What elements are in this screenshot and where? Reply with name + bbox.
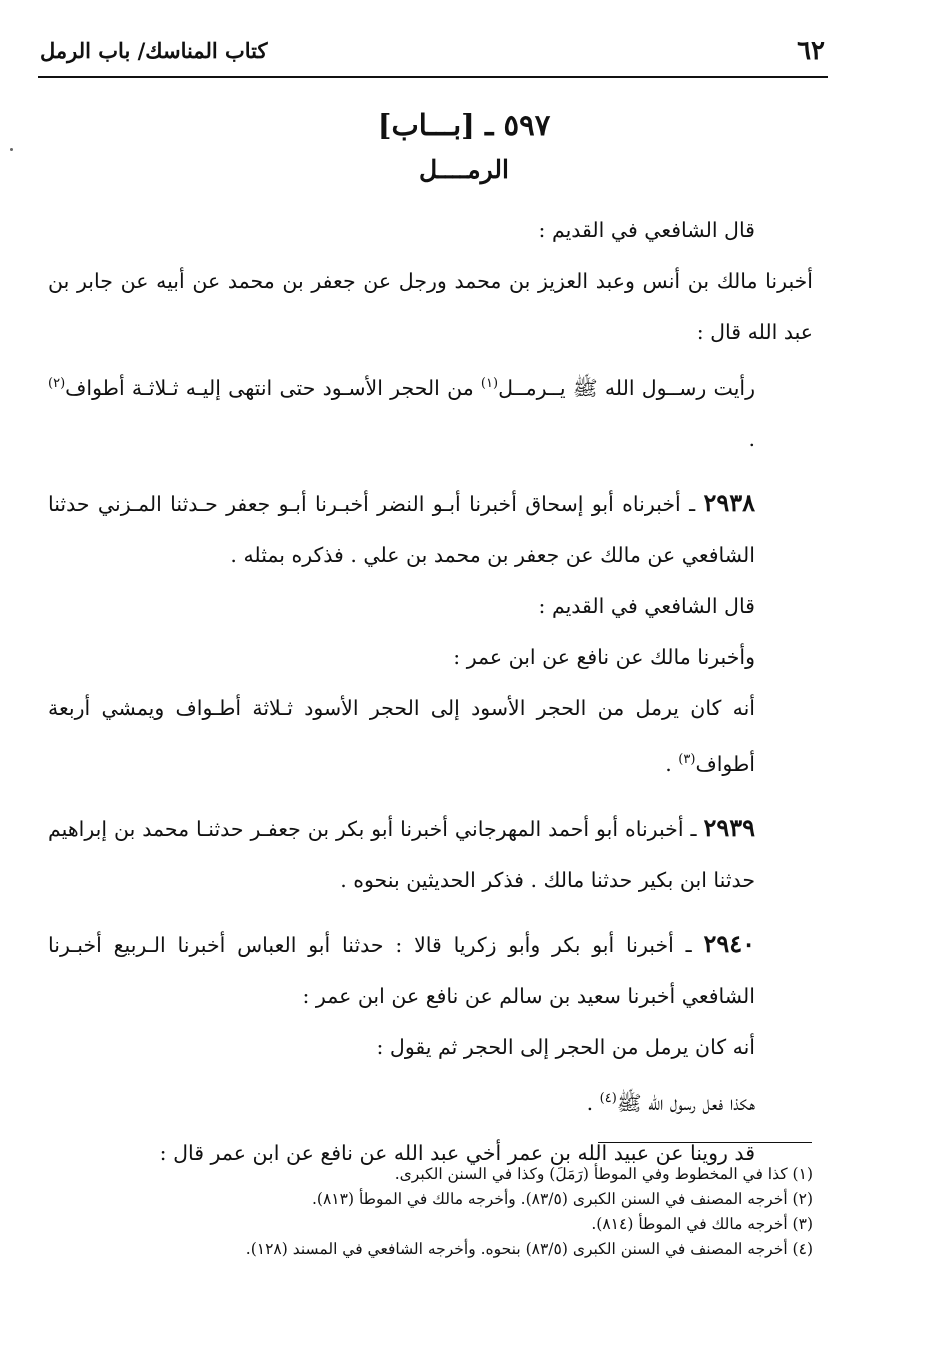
- main-text: [48, 205, 813, 1179]
- paragraph-isnad-2: وأخبرنا مالك عن نافع عن ابن عمر :: [453, 644, 755, 669]
- paragraph-matn-2: [48, 683, 813, 790]
- footnote-ref-1: (١): [480, 376, 499, 391]
- chapter-subtitle: الرمــــل: [419, 155, 509, 184]
- hadith-number-2938: ٢٩٣٨: [703, 487, 755, 517]
- footnote-ref-3: (٣): [678, 751, 696, 767]
- hadith-2938-text: ـ أخبرناه أبو إسحاق أخبرنا أبـو النضر أخبـرنا أبـو جعفر حـدثنا المـزني حدثنا الشافعي عن مالك عن جعفر بن محمد بن علي . فذكره بمثله .: [48, 491, 755, 567]
- hadith-2938: [48, 477, 813, 581]
- matn-1-part-b: من الحجر الأسـود حتى انتهى إليـه ثـلاثـة أطواف: [65, 375, 481, 400]
- hadith-2940: [48, 918, 813, 1022]
- chapter-title: ٥٩٧ ـ [بـــاب]: [377, 108, 551, 142]
- footnote-rule: [598, 1142, 812, 1143]
- running-title: كتاب المناسك/ باب الرمل: [40, 38, 268, 63]
- footnote-4: (٤) أخرجه المصنف في السنن الكبرى (٨٣/٥) بنحوه. وأخرجه الشافعي في المسند (١٢٨).: [245, 1240, 813, 1258]
- hadith-number-2940: ٢٩٤٠: [703, 928, 755, 958]
- footnote-1: (١) كذا في المخطوط وفي الموطأ (رَمَلَ) وكذا في السنن الكبرى.: [394, 1165, 813, 1183]
- matn-1-part-a: رأيت رســول الله ﷺ يــرمــل: [498, 375, 755, 400]
- hadith-2940-text: ـ أخبرنا أبو بكر وأبو زكريا قالا : حدثنا أبو العباس أخبرنا الـربيع أخبـرنا الشافعي أخبرنا سعيد بن سالم عن نافع عن ابن عمر :: [48, 932, 755, 1008]
- header-rule: [38, 76, 828, 78]
- matn-4-text: هكذا فعل رسول الله ﷺ: [616, 1090, 755, 1115]
- footnote-3: (٣) أخرجه مالك في الموطأ (٨١٤).: [591, 1215, 813, 1233]
- page-number: ٦٢: [797, 36, 825, 66]
- matn-1-end: .: [748, 426, 755, 451]
- footnote-ref-4: (٤): [599, 1090, 617, 1106]
- paragraph-qadim-1: قال الشافعي في القديم :: [538, 218, 755, 242]
- footnote-ref-2: (٢): [48, 376, 66, 391]
- hadith-2939-text: ـ أخبرناه أبو أحمد المهرجاني أخبرنا أبو بكر بن جعفـر حدثنـا محمد بن إبراهيم حدثنا ابن بكير حدثنا مالك . فذكر الحديثين بنحوه .: [48, 816, 755, 892]
- paragraph-riwaya: قد روينا عن عبيد الله بن عمر أخي عبد الله عن نافع عن ابن عمر قال :: [159, 1141, 755, 1166]
- paragraph-isnad-1: أخبرنا مالك بن أنس وعبد العزيز بن محمد ورجل عن جعفر بن محمد عن أبيه عن جابر بن عبد الله قال :: [48, 269, 813, 344]
- footnote-2: (٢) أخرجه المصنف في السنن الكبرى (٨٣/٥). وأخرجه مالك في الموطأ (٨١٣).: [312, 1190, 813, 1208]
- matn-2-end: .: [665, 751, 679, 776]
- paragraph-matn-1: [48, 358, 813, 465]
- footnotes: [100, 1162, 813, 1262]
- matn-4-end: .: [586, 1090, 600, 1115]
- scan-speck: [10, 148, 13, 151]
- hadith-number-2939: ٢٩٣٩: [703, 812, 755, 842]
- paragraph-qadim-2: قال الشافعي في القديم :: [538, 593, 755, 618]
- paragraph-matn-4: [48, 1073, 813, 1129]
- matn-2-text: أنه كان يرمل من الحجر الأسود إلى الحجر الأسود ثـلاثة أطـواف ويمشي أربعة أطواف: [48, 695, 755, 776]
- paragraph-matn-3: أنه كان يرمل من الحجر إلى الحجر ثم يقول :: [376, 1034, 755, 1059]
- page-header: [40, 34, 825, 74]
- hadith-2939: [48, 802, 813, 906]
